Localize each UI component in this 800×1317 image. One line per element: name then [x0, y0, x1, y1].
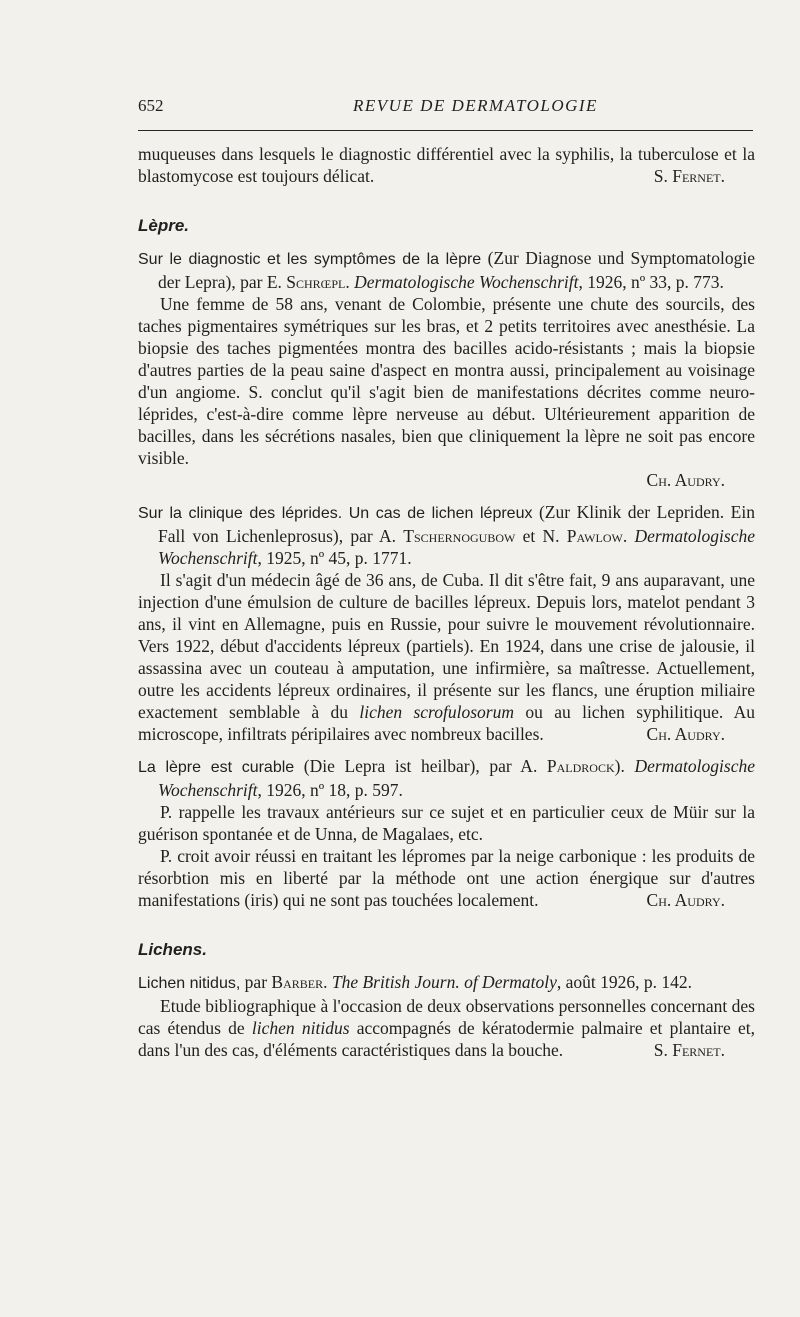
entry-citation [138, 971, 755, 995]
signature-text: Ch. Audry. [646, 470, 725, 490]
journal-name: Dermatologische Wochenschrift [158, 526, 756, 568]
entry-citation [138, 755, 755, 801]
citation-text: . [345, 272, 355, 292]
entry-title: Sur le diagnostic et les symptômes de la lèpre [138, 251, 482, 268]
section-heading-lepre: Lèpre. [138, 216, 190, 235]
citation-text: , août 1926, p. 142. [556, 972, 693, 992]
entry-body [138, 845, 755, 911]
entry-title: Sur la clinique des léprides. Un cas de lichen lépreux [138, 505, 533, 522]
citation-text: (Zur Klinik der Lepriden. Ein Fall von Lichenleprosus), par A. [158, 502, 755, 546]
author-name: Schrœpl [286, 272, 346, 292]
journal-name: Dermatologische Wochenschrift [354, 272, 579, 292]
citation-text: (Zur Diagnose und Symptomatologie der Lepra), par E. [158, 248, 755, 292]
journal-name: Dermatologische Wochenschrift [158, 756, 755, 800]
entry-body [138, 569, 755, 745]
entry-body: Une femme de 58 ans, venant de Colombie, présente une chute des sourcils, des taches pigmentaires symétriques sur les bras, et 2 petits territoires avec anesthésie. La biopsie des taches pigmentées montra des bacilles acido-résistants ; mais la biopsie d'autres parties de la peau saine d'aspect en montra aussi, principalement au voisinage d'un angiome. S. conclut qu'il s'agit bien de manifestations décrites comme neuro-léprides, c'est-à-dire comme lèpre nerveuse au début. Ultérieurement apparition de bacilles, dans les sécrétions nasales, bien que cliniquement la lèpre ne soit pas encore visible. [138, 294, 755, 468]
entry-body [138, 995, 755, 1061]
body-text: Il s'agit d'un médecin âgé de 36 ans, de Cuba. Il dit s'être fait, 9 ans auparavant, une injection d'une émulsion de culture de bacilles lépreux. Depuis lors, matelot pendant 3 ans, il vint en Allemagne, puis en Russie, pour suivre le mouvement révolutionnaire. Vers 1922, début d'accidents lépreux (partiels). En 1924, dans une crise de jalousie, il assassina avec un couteau à amputation, une infirmière, sa maîtresse. Actuellement, outre les accidents lépreux ordinaires, il présente sur les flancs, une éruption miliaire exactement semblable à du [138, 570, 755, 722]
entry-signature [138, 469, 755, 491]
body-text: ou au lichen syphilitique. Au microscope, infiltrats péripilaires avec nombreux bacilles. [138, 702, 756, 744]
entry-title: Lichen nitidus, [138, 975, 241, 992]
author-name: Paldrock [546, 756, 615, 776]
author-name: Barber [271, 972, 324, 992]
entry-citation [138, 501, 755, 569]
entry-body: P. rappelle les travaux antérieurs sur ce sujet et en particulier ceux de Müir sur la guérison spontanée et de Unna, de Magalaes, etc. [138, 802, 755, 844]
citation-text: . [622, 526, 635, 546]
body-italic: lichen scrofulosorum [359, 702, 514, 722]
author-name: Tschernogubow [403, 526, 516, 546]
intro-paragraph [138, 143, 755, 187]
entry-signature: Ch. Audry. [646, 724, 725, 744]
body-italic: lichen nitidus [251, 1018, 350, 1038]
entry-citation [138, 247, 755, 293]
citation-text: . [323, 972, 332, 992]
author-name: Pawlow [566, 526, 623, 546]
journal-name: The British Journ. of Dermatoly [331, 972, 557, 992]
entry-signature: S. Fernet. [653, 1040, 725, 1060]
running-title: REVUE DE DERMATOLOGIE [353, 96, 598, 115]
citation-text: , 1925, nº 45, p. 1771. [257, 548, 412, 568]
page-body [138, 143, 755, 1061]
page-number: 652 [138, 96, 164, 115]
citation-text: , 1926, nº 33, p. 773. [578, 272, 724, 292]
body-text: Etude bibliographique à l'occasion de deux observations personnelles concernant des cas étendus de [138, 996, 755, 1038]
citation-text: , 1926, nº 18, p. 597. [257, 780, 403, 800]
intro-text: muqueuses dans lesquels le diagnostic différentiel avec la syphilis, la tuberculose et la blastomycose est toujours délicat. [138, 144, 755, 186]
citation-text: (Die Lepra ist heilbar), par A. [294, 756, 547, 776]
citation-text: ). [614, 756, 635, 776]
header-rule [138, 130, 753, 131]
citation-text: par [240, 972, 272, 992]
body-text: P. croit avoir réussi en traitant les lépromes par la neige carbonique : les produits de résorbtion mis en liberté par la méthode ont une action énergique sur d'autres manifestations (iris) qui ne sont pas touchées localement. [138, 846, 755, 910]
body-text: accompagnés de kératodermie palmaire et plantaire et, dans l'un des cas, d'éléments caractéristiques dans la bouche. [138, 1018, 756, 1060]
entry-signature: Ch. Audry. [646, 890, 725, 910]
running-header [138, 96, 753, 120]
citation-text: et N. [515, 526, 567, 546]
intro-signature: S. Fernet. [653, 166, 725, 186]
entry-title: La lèpre est curable [138, 759, 295, 776]
section-heading-lichens: Lichens. [138, 940, 207, 959]
